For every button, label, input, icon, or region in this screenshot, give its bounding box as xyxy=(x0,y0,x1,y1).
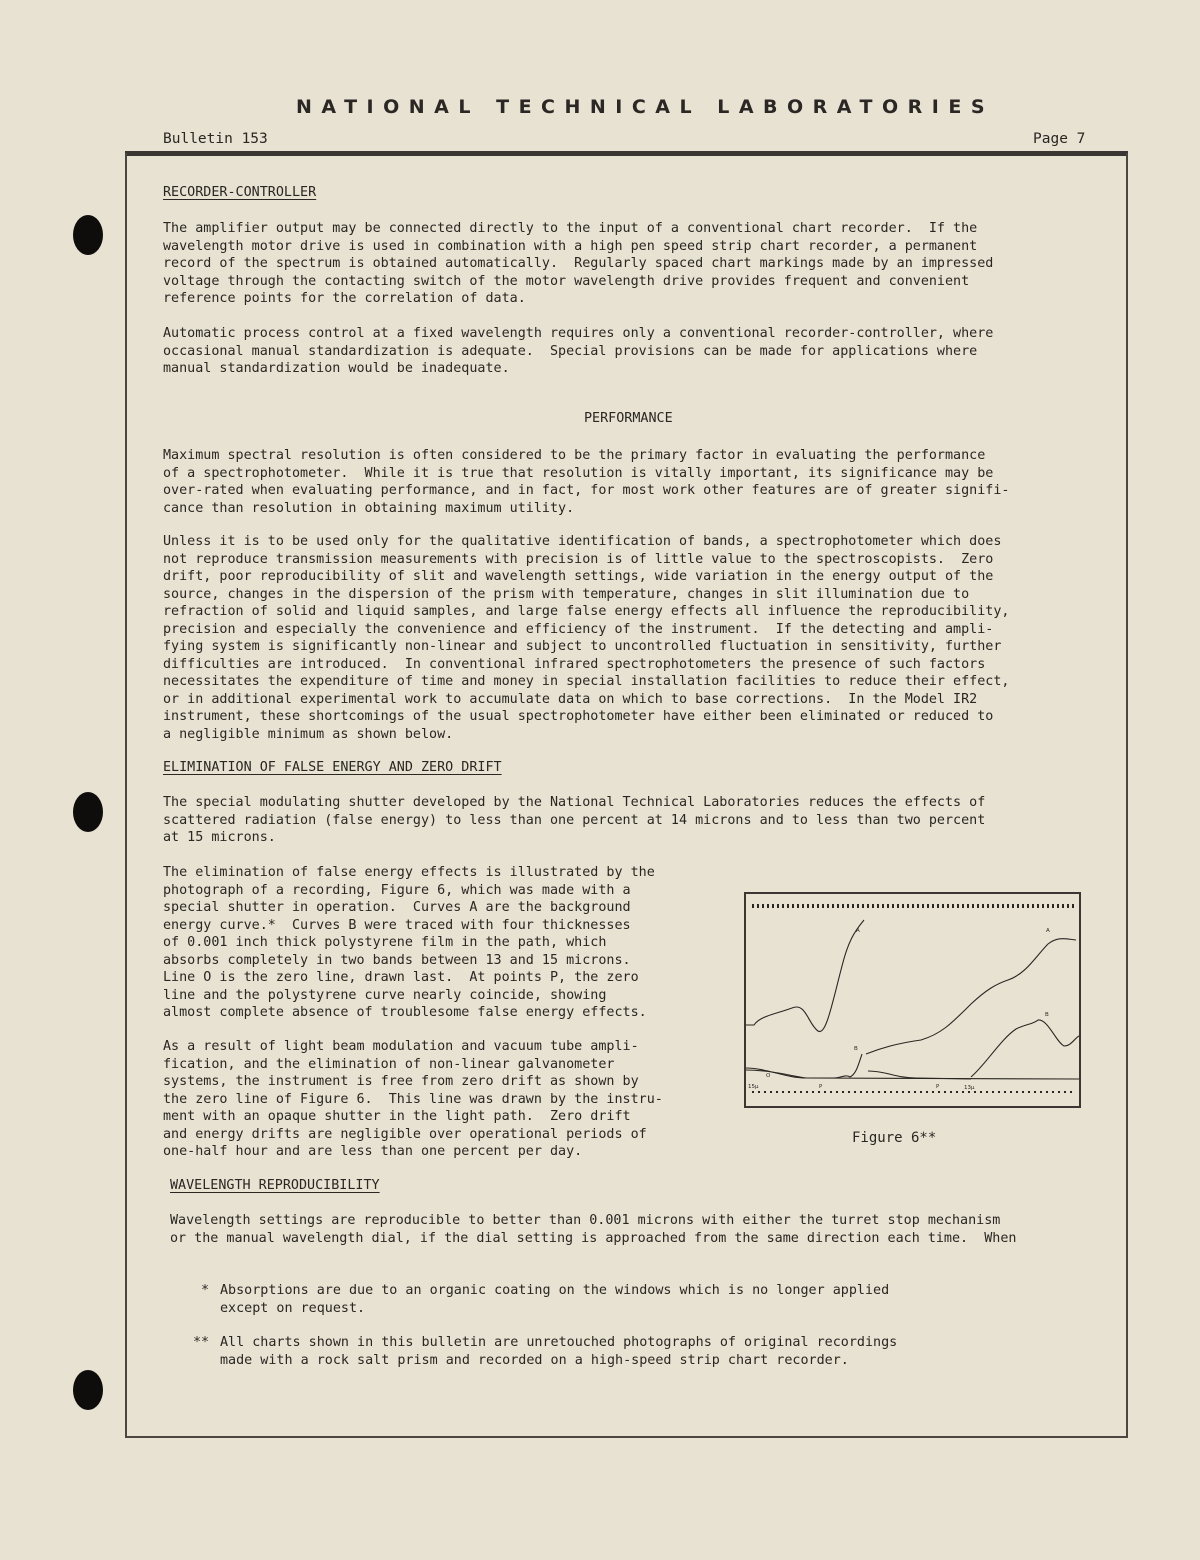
text-line: Line O is the zero line, drawn last. At points P, the zero xyxy=(163,970,639,985)
label-wavelength: 13μ xyxy=(964,1085,975,1091)
text-line: manual standardization would be inadequate. xyxy=(163,361,510,376)
text-line: Absorptions are due to an organic coating on the windows which is no longer applied xyxy=(220,1283,890,1298)
text-line: made with a rock salt prism and recorded on a high-speed strip chart recorder. xyxy=(220,1352,849,1368)
curve-b-left xyxy=(850,1054,862,1077)
label-p: P xyxy=(936,1084,940,1090)
text-line: or the manual wavelength dial, if the dial setting is approached from the same direction each time. When xyxy=(170,1230,1017,1246)
binder-hole xyxy=(73,1370,103,1410)
text-line: of 0.001 inch thick polystyrene film in the path, which xyxy=(163,935,607,950)
text-line: the zero line of Figure 6. This line was drawn by the instru- xyxy=(163,1091,663,1107)
text-line: The special modulating shutter developed by the National Technical Laboratories reduces the effects of xyxy=(163,795,986,810)
text-line: and energy drifts are negligible over operational periods of xyxy=(163,1126,647,1142)
text-line: or in additional experimental work to accumulate data on which to base corrections. In the Model IR2 xyxy=(163,691,978,707)
curve-b-left-low xyxy=(746,1070,850,1078)
label-a: A xyxy=(1046,928,1050,934)
footnote xyxy=(220,1334,897,1369)
text-line: Automatic process control at a fixed wavelength requires only a conventional recorder-controller, where xyxy=(163,326,994,341)
text-line: over-rated when evaluating performance, and in fact, for most work other features are of greater signifi- xyxy=(163,483,1010,498)
binder-hole xyxy=(73,792,103,832)
text-line: precision and especially the convenience and efficiency of the instrument. If the detecting and ampli- xyxy=(163,621,994,637)
frame-right xyxy=(1126,153,1128,1438)
header-rule xyxy=(125,151,1128,156)
heading-recorder-controller: RECORDER-CONTROLLER xyxy=(163,185,317,200)
paragraph xyxy=(163,447,1010,517)
zero-line-o xyxy=(746,1068,1079,1079)
recording-chart xyxy=(746,894,1079,1106)
label-b: B xyxy=(854,1046,858,1052)
label-wavelength: 15μ xyxy=(748,1084,759,1090)
heading-wavelength: WAVELENGTH REPRODUCIBILITY xyxy=(170,1178,380,1193)
text-line: ment with an opaque shutter in the light path. Zero drift xyxy=(163,1109,631,1124)
text-line: All charts shown in this bulletin are unretouched photographs of original recordings xyxy=(220,1335,898,1350)
paragraph xyxy=(163,325,993,378)
paragraph xyxy=(163,1038,663,1161)
paragraph xyxy=(163,864,655,1022)
text-line: almost complete absence of troublesome false energy effects. xyxy=(163,1005,647,1020)
text-line: reference points for the correlation of data. xyxy=(163,291,526,306)
text-line: voltage through the contacting switch of the motor wavelength drive provides frequent and convenient xyxy=(163,273,970,289)
text-line: special shutter in operation. Curves A are the background xyxy=(163,900,631,915)
footnote xyxy=(220,1282,889,1317)
label-p: P xyxy=(819,1084,823,1090)
text-line: necessitates the expenditure of time and money in special installation facilities to reduce their effect, xyxy=(163,674,1010,689)
text-line: source, changes in the dispersion of the prism with temperature, changes in slit illumination due to xyxy=(163,586,970,602)
text-line: drift, poor reproducibility of slit and wavelength settings, wide variation in the energy output of the xyxy=(163,569,994,584)
text-line: line and the polystyrene curve nearly coincide, showing xyxy=(163,987,607,1003)
paragraph xyxy=(170,1212,1017,1247)
text-line: difficulties are introduced. In conventional infrared spectrophotometers the presence of such factors xyxy=(163,656,986,672)
paragraph xyxy=(163,533,1010,743)
figure-6 xyxy=(744,892,1081,1108)
heading-false-energy: ELIMINATION OF FALSE ENERGY AND ZERO DRIFT xyxy=(163,760,502,775)
text-line: scattered radiation (false energy) to less than one percent at 14 microns and to less than two percent xyxy=(163,812,986,828)
text-line: photograph of a recording, Figure 6, which was made with a xyxy=(163,882,631,898)
text-line: one-half hour and are less than one percent per day. xyxy=(163,1144,583,1159)
text-line: occasional manual standardization is adequate. Special provisions can be made for applications where xyxy=(163,343,978,359)
page-number: Page 7 xyxy=(1033,131,1086,147)
label-o: O xyxy=(766,1073,771,1079)
text-line: Maximum spectral resolution is often considered to be the primary factor in evaluating the performance xyxy=(163,448,986,463)
text-line: at 15 microns. xyxy=(163,830,276,845)
text-line: energy curve.* Curves B were traced with four thicknesses xyxy=(163,917,631,933)
label-b: B xyxy=(1045,1012,1049,1018)
text-line: Wavelength settings are reproducible to better than 0.001 microns with either the turret stop mechanism xyxy=(170,1213,1001,1228)
text-line: instrument, these shortcomings of the usual spectrophotometer have either been eliminated or reduced to xyxy=(163,709,994,724)
text-line: refraction of solid and liquid samples, and large false energy effects all influence the reproducibility, xyxy=(163,604,1010,619)
text-line: fication, and the elimination of non-linear galvanometer xyxy=(163,1056,615,1072)
text-line: except on request. xyxy=(220,1300,366,1316)
text-line: a negligible minimum as shown below. xyxy=(163,726,454,742)
text-line: systems, the instrument is free from zero drift as shown by xyxy=(163,1074,639,1089)
paragraph xyxy=(163,220,993,308)
text-line: wavelength motor drive is used in combination with a high pen speed strip chart recorder, a permanent xyxy=(163,238,978,254)
frame-bottom xyxy=(125,1436,1128,1438)
text-line: The elimination of false energy effects is illustrated by the xyxy=(163,865,655,880)
text-line: absorbs completely in two bands between 13 and 15 microns. xyxy=(163,952,631,968)
text-line: Unless it is to be used only for the qualitative identification of bands, a spectrophotometer which does xyxy=(163,534,1002,549)
text-line: not reproduce transmission measurements with precision is of little value to the spectroscopists. Zero xyxy=(163,551,994,567)
bulletin-number: Bulletin 153 xyxy=(163,131,268,147)
curve-b-right xyxy=(971,1020,1079,1077)
text-line: of a spectrophotometer. While it is true that resolution is vitally important, its significance may be xyxy=(163,465,994,481)
text-line: fying system is significantly non-linear and subject to uncontrolled fluctuation in sensitivity, further xyxy=(163,639,1002,654)
footnote-mark: ** xyxy=(193,1335,210,1350)
text-line: The amplifier output may be connected directly to the input of a conventional chart recorder. If the xyxy=(163,221,978,236)
binder-hole xyxy=(73,215,103,255)
figure-caption: Figure 6** xyxy=(852,1130,937,1146)
frame-left xyxy=(125,153,127,1438)
paragraph xyxy=(163,794,985,847)
masthead: NATIONAL TECHNICAL LABORATORIES xyxy=(295,96,995,118)
curve-a-right xyxy=(866,939,1076,1054)
text-line: As a result of light beam modulation and vacuum tube ampli- xyxy=(163,1039,639,1054)
footnote-mark: * xyxy=(201,1283,210,1298)
text-line: record of the spectrum is obtained automatically. Regularly spaced chart markings made by an impressed xyxy=(163,256,994,271)
curve-a-left xyxy=(746,920,864,1032)
label-a: A xyxy=(856,928,860,934)
text-line: cance than resolution in obtaining maximum utility. xyxy=(163,500,575,516)
heading-performance: PERFORMANCE xyxy=(584,411,673,426)
